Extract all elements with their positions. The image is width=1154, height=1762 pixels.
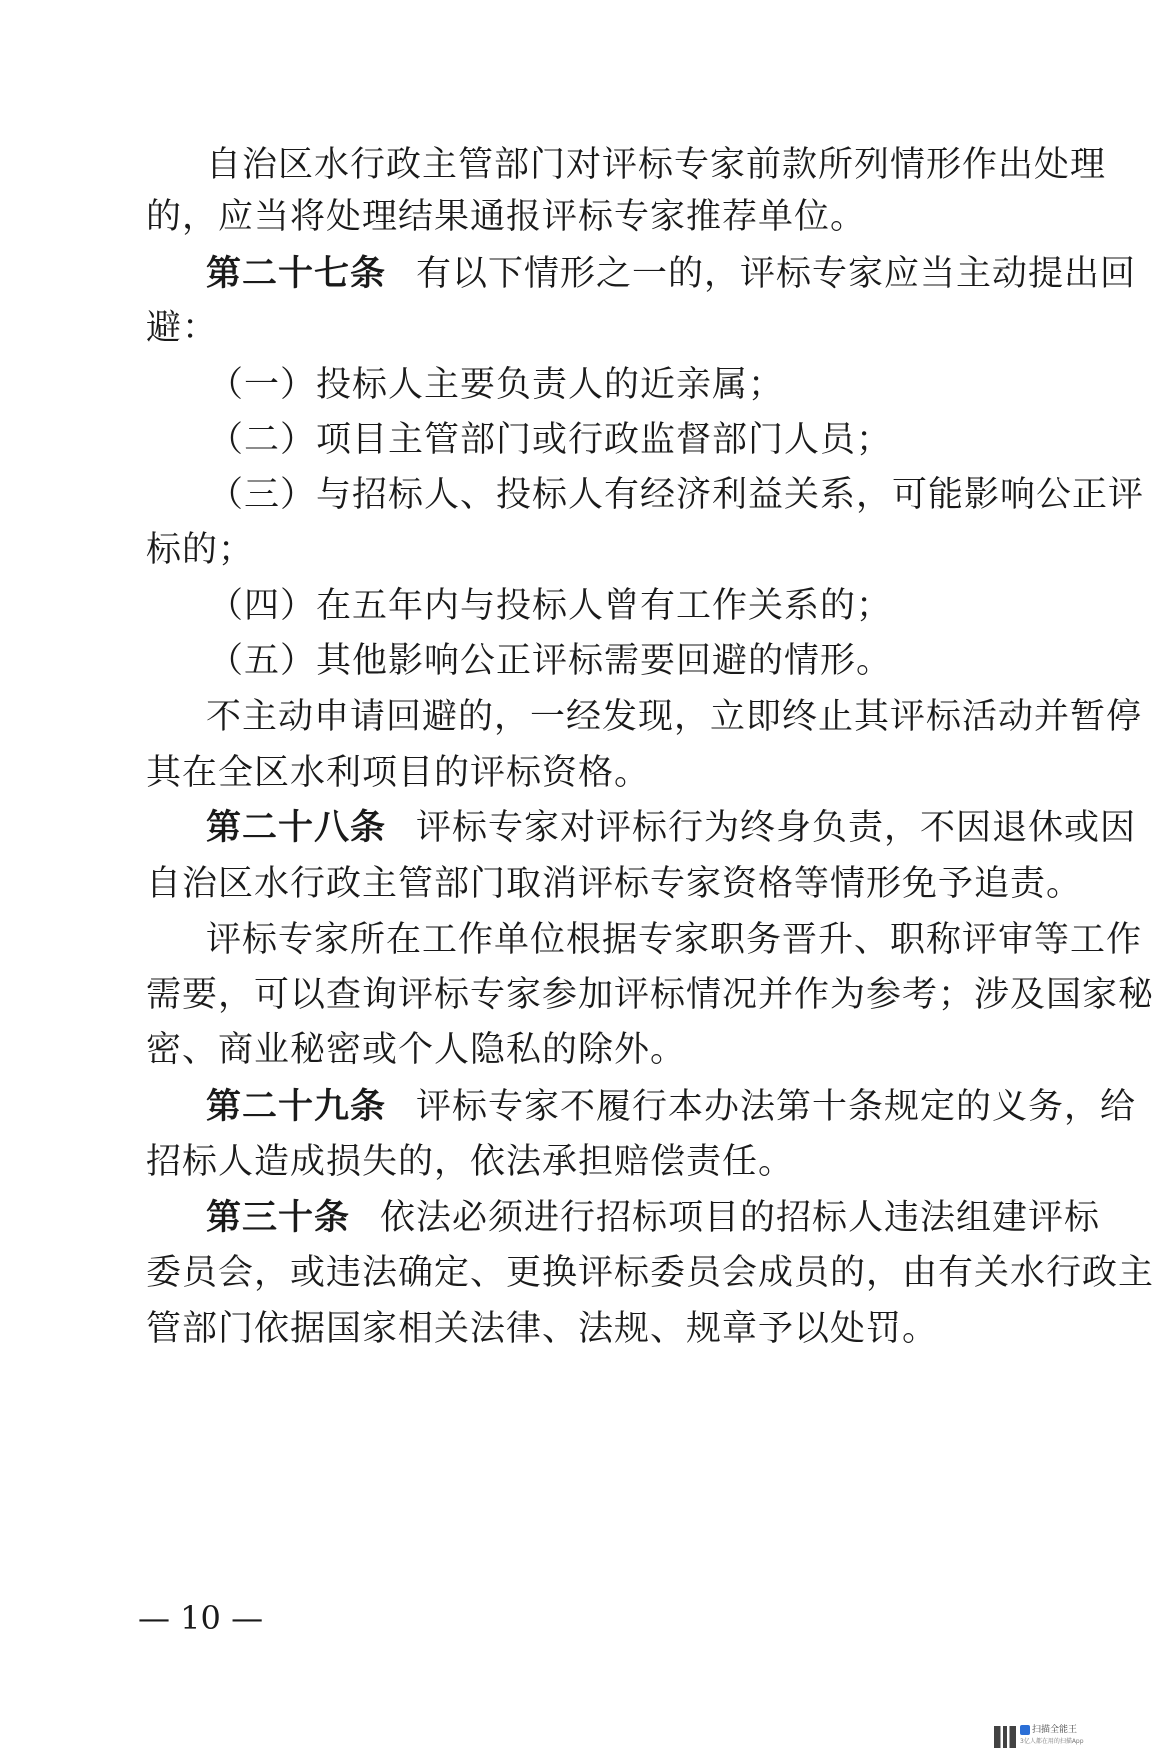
list-item: （一）投标人主要负责人的近亲属； [208,365,785,405]
article-27-heading: 第二十七条 [206,253,387,294]
paragraph-line: 招标人造成损失的，依法承担赔偿责任。 [146,1142,795,1182]
list-item: （四）在五年内与投标人曾有工作关系的； [208,586,893,626]
paragraph-line: 需要，可以查询评标专家参加评标情况并作为参考；涉及国家秘 [146,975,1154,1015]
article-29-heading: 第二十九条 [206,1086,387,1127]
list-item: （三）与招标人、投标人有经济利益关系，可能影响公正评 [208,475,1145,515]
article-28-heading: 第二十八条 [206,807,387,848]
article-30-heading: 第三十条 [206,1197,351,1238]
paragraph-line: 自治区水行政主管部门对评标专家前款所列情形作出处理 [206,145,1107,185]
article-27-line: 第二十七条 有以下情形之一的，评标专家应当主动提出回 [206,253,1137,294]
list-item: （五）其他影响公正评标需要回避的情形。 [208,641,893,681]
paragraph-line: 其在全区水利项目的评标资格。 [146,753,651,793]
paragraph-line: 密、商业秘密或个人隐私的除外。 [146,1030,687,1070]
list-item: （二）项目主管部门或行政监督部门人员； [208,420,893,460]
watermark-name: 扫描全能王 [1032,1725,1078,1735]
paragraph-line: 避： [146,308,219,348]
paragraph-line: 不主动申请回避的，一经发现，立即终止其评标活动并暂停 [206,697,1143,737]
paragraph-line: 管部门依据国家相关法律、法规、规章予以处罚。 [146,1309,939,1349]
page-number: — 10 — [138,1599,264,1637]
scanner-watermark [1020,1724,1084,1748]
paragraph-line: 标的； [146,530,255,570]
article-28-line: 第二十八条 评标专家对评标行为终身负责，不因退休或因 [206,807,1137,848]
paragraph-line: 评标专家所在工作单位根据专家职务晋升、职称评审等工作 [206,920,1143,960]
article-30-line: 第三十条 依法必须进行招标项目的招标人违法组建评标 [206,1197,1101,1238]
qr-code-icon [994,1726,1016,1748]
article-29-line: 第二十九条 评标专家不履行本办法第十条规定的义务，给 [206,1086,1137,1127]
paragraph-line: 的，应当将处理结果通报评标专家推荐单位。 [146,197,867,237]
scanner-logo-icon [1020,1725,1030,1735]
paragraph-line: 自治区水行政主管部门取消评标专家资格等情形免予追责。 [146,864,1083,904]
watermark-tagline: 3亿人都在用的扫描App [1020,1738,1084,1745]
paragraph-line: 委员会，或违法确定、更换评标委员会成员的，由有关水行政主 [146,1253,1154,1293]
